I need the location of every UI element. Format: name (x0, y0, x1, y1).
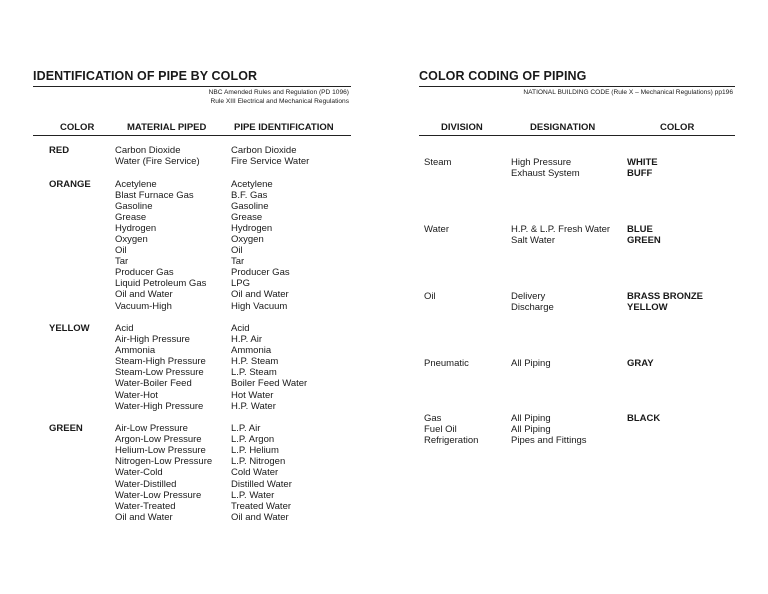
designation-cell-line: Salt Water (511, 235, 555, 247)
identification-list-line: L.P. Argon (231, 434, 275, 446)
division-cell-line: Gas (424, 413, 442, 424)
identification-list-line: Gasoline (231, 200, 269, 212)
division-cell (424, 291, 436, 302)
material-list-line: Water-Boiler Feed (115, 378, 192, 390)
designation-cell-line: H.P. & L.P. Fresh Water (511, 224, 611, 235)
designation-cell (511, 291, 554, 313)
identification-list-line: Grease (231, 211, 263, 223)
designation-cell (511, 224, 610, 246)
material-list-line: Water-Low Pressure (115, 489, 202, 501)
material-list-line: Water (Fire Service) (115, 156, 200, 168)
color-cell (627, 358, 654, 369)
header-color: COLOR (60, 122, 95, 133)
material-list-line: Water-Treated (115, 500, 176, 512)
division-cell (424, 224, 449, 235)
material-list-line: Oil and Water (115, 289, 173, 301)
header-pipe-identification: PIPE IDENTIFICATION (234, 122, 334, 133)
color-cell-line: GRAY (627, 358, 654, 369)
identification-list-line: L.P. Water (231, 489, 275, 501)
identification-list-line: Tar (231, 256, 245, 268)
division-cell-line: Fuel Oil (424, 424, 457, 436)
reference-line: NATIONAL BUILDING CODE (Rule X – Mechanical Regulations) pp196 (523, 89, 733, 96)
material-list-line: Hydrogen (115, 222, 157, 234)
identification-list-line: Oil and Water (231, 289, 289, 301)
material-list-line: Steam-Low Pressure (115, 367, 204, 379)
section-title: IDENTIFICATION OF PIPE BY COLOR (33, 69, 258, 83)
material-list-line: Oil and Water (115, 511, 173, 523)
material-list-line: Acetylene (115, 178, 157, 190)
color-coding-section (419, 0, 735, 594)
title-divider (33, 86, 351, 87)
identification-list-line: Oil and Water (231, 511, 289, 523)
identification-list-line: Cold Water (231, 467, 279, 479)
designation-cell-line: All Piping (511, 413, 551, 424)
designation-cell-line: All Piping (511, 358, 551, 369)
identification-list-line: Acid (231, 323, 250, 334)
material-list-line: Water-Hot (115, 389, 158, 401)
material-list-line: Air-Low Pressure (115, 423, 188, 435)
color-cell-line: YELLOW (627, 302, 668, 314)
material-list-line: Tar (115, 256, 129, 268)
header-divider (419, 135, 735, 136)
material-list-line: Carbon Dioxide (115, 145, 181, 156)
color-cell-line: WHITE (627, 157, 658, 168)
header-divider (33, 135, 351, 136)
division-cell (424, 413, 478, 446)
material-list (115, 145, 200, 167)
division-cell-line: Steam (424, 157, 452, 168)
identification-list-line: Producer Gas (231, 267, 290, 279)
reference-line-2: Rule XIII Electrical and Mechanical Regulations (210, 98, 349, 105)
title-divider (419, 86, 735, 87)
material-list-line: Grease (115, 211, 147, 223)
material-list-line: Water-High Pressure (115, 400, 204, 412)
identification-list-line: Oil (231, 245, 243, 257)
color-name: YELLOW (49, 323, 90, 334)
identification-list-line: B.F. Gas (231, 189, 268, 201)
header-division: DIVISION (441, 122, 483, 133)
material-list-line: Ammonia (115, 345, 156, 357)
material-list-line: Argon-Low Pressure (115, 434, 202, 446)
header-material-piped: MATERIAL PIPED (127, 122, 207, 133)
material-list-line: Blast Furnace Gas (115, 189, 194, 201)
identification-list (231, 423, 292, 523)
identification-list-line: High Vacuum (231, 300, 288, 312)
identification-list-line: Boiler Feed Water (231, 378, 308, 390)
identification-list-line: Oxygen (231, 233, 264, 245)
identification-list-line: Acetylene (231, 178, 273, 190)
material-list-line: Gasoline (115, 200, 153, 212)
designation-cell-line: All Piping (511, 424, 551, 436)
identification-list-line: Carbon Dioxide (231, 145, 297, 156)
material-list-line: Helium-Low Pressure (115, 445, 206, 457)
color-name: RED (49, 145, 70, 156)
identification-list-line: H.P. Steam (231, 356, 279, 368)
color-name: ORANGE (49, 178, 91, 190)
material-list-line: Liquid Petroleum Gas (115, 278, 207, 290)
division-cell-line: Water (424, 224, 449, 235)
material-list-line: Vacuum-High (115, 300, 172, 312)
designation-cell-line: Pipes and Fittings (511, 435, 587, 447)
designation-cell-line: Discharge (511, 302, 554, 314)
color-cell-line: BUFF (627, 168, 653, 180)
division-cell-line: Pneumatic (424, 358, 469, 369)
division-cell (424, 358, 469, 369)
color-cell-line: BLUE (627, 224, 653, 235)
material-list (115, 423, 212, 523)
identification-list-line: Ammonia (231, 345, 272, 357)
color-cell (627, 224, 661, 246)
designation-cell (511, 413, 587, 446)
material-list (115, 179, 206, 312)
material-list-line: Oil (115, 245, 127, 257)
identification-list-line: Hot Water (231, 389, 274, 401)
division-cell-line: Refrigeration (424, 435, 479, 447)
identification-list-line: Distilled Water (231, 478, 292, 490)
designation-cell (511, 358, 551, 369)
designation-cell-line: Delivery (511, 291, 546, 302)
designation-cell-line: Exhaust System (511, 168, 580, 180)
identification-list (231, 179, 290, 312)
identification-list-line: Hydrogen (231, 222, 273, 234)
color-name: GREEN (49, 423, 83, 435)
identification-list-line: H.P. Air (231, 334, 262, 346)
identification-list (231, 145, 309, 167)
identification-list-line: L.P. Helium (231, 445, 279, 457)
identification-list-line: Treated Water (231, 500, 292, 512)
identification-list-line: LPG (231, 278, 251, 290)
color-cell (627, 291, 703, 313)
color-cell (627, 413, 660, 424)
identification-list-line: L.P. Air (231, 423, 261, 435)
header-color: COLOR (660, 122, 695, 133)
reference-line-1: NBC Amended Rules and Regulation (PD 1096) (208, 89, 349, 96)
identification-list (231, 323, 307, 412)
material-list-line: Water-Distilled (115, 478, 177, 490)
material-list-line: Nitrogen-Low Pressure (115, 456, 213, 468)
section-title: COLOR CODING OF PIPING (419, 69, 587, 83)
material-list (115, 323, 206, 412)
color-cell-line: GREEN (627, 235, 661, 247)
identification-list-line: L.P. Nitrogen (231, 456, 286, 468)
header-designation: DESIGNATION (530, 122, 596, 133)
pipe-identification-section (33, 0, 351, 594)
material-list-line: Producer Gas (115, 267, 174, 279)
identification-list-line: L.P. Steam (231, 367, 277, 379)
color-cell (627, 157, 658, 179)
material-list-line: Air-High Pressure (115, 334, 190, 346)
material-list-line: Water-Cold (115, 467, 163, 479)
identification-list-line: H.P. Water (231, 400, 276, 412)
division-cell (424, 157, 451, 168)
designation-cell-line: High Pressure (511, 157, 572, 168)
color-cell-line: BRASS BRONZE (627, 291, 704, 302)
identification-list-line: Fire Service Water (231, 156, 310, 168)
material-list-line: Acid (115, 323, 134, 334)
division-cell-line: Oil (424, 291, 436, 302)
material-list-line: Steam-High Pressure (115, 356, 206, 368)
designation-cell (511, 157, 580, 179)
color-cell-line: BLACK (627, 413, 661, 424)
material-list-line: Oxygen (115, 233, 148, 245)
